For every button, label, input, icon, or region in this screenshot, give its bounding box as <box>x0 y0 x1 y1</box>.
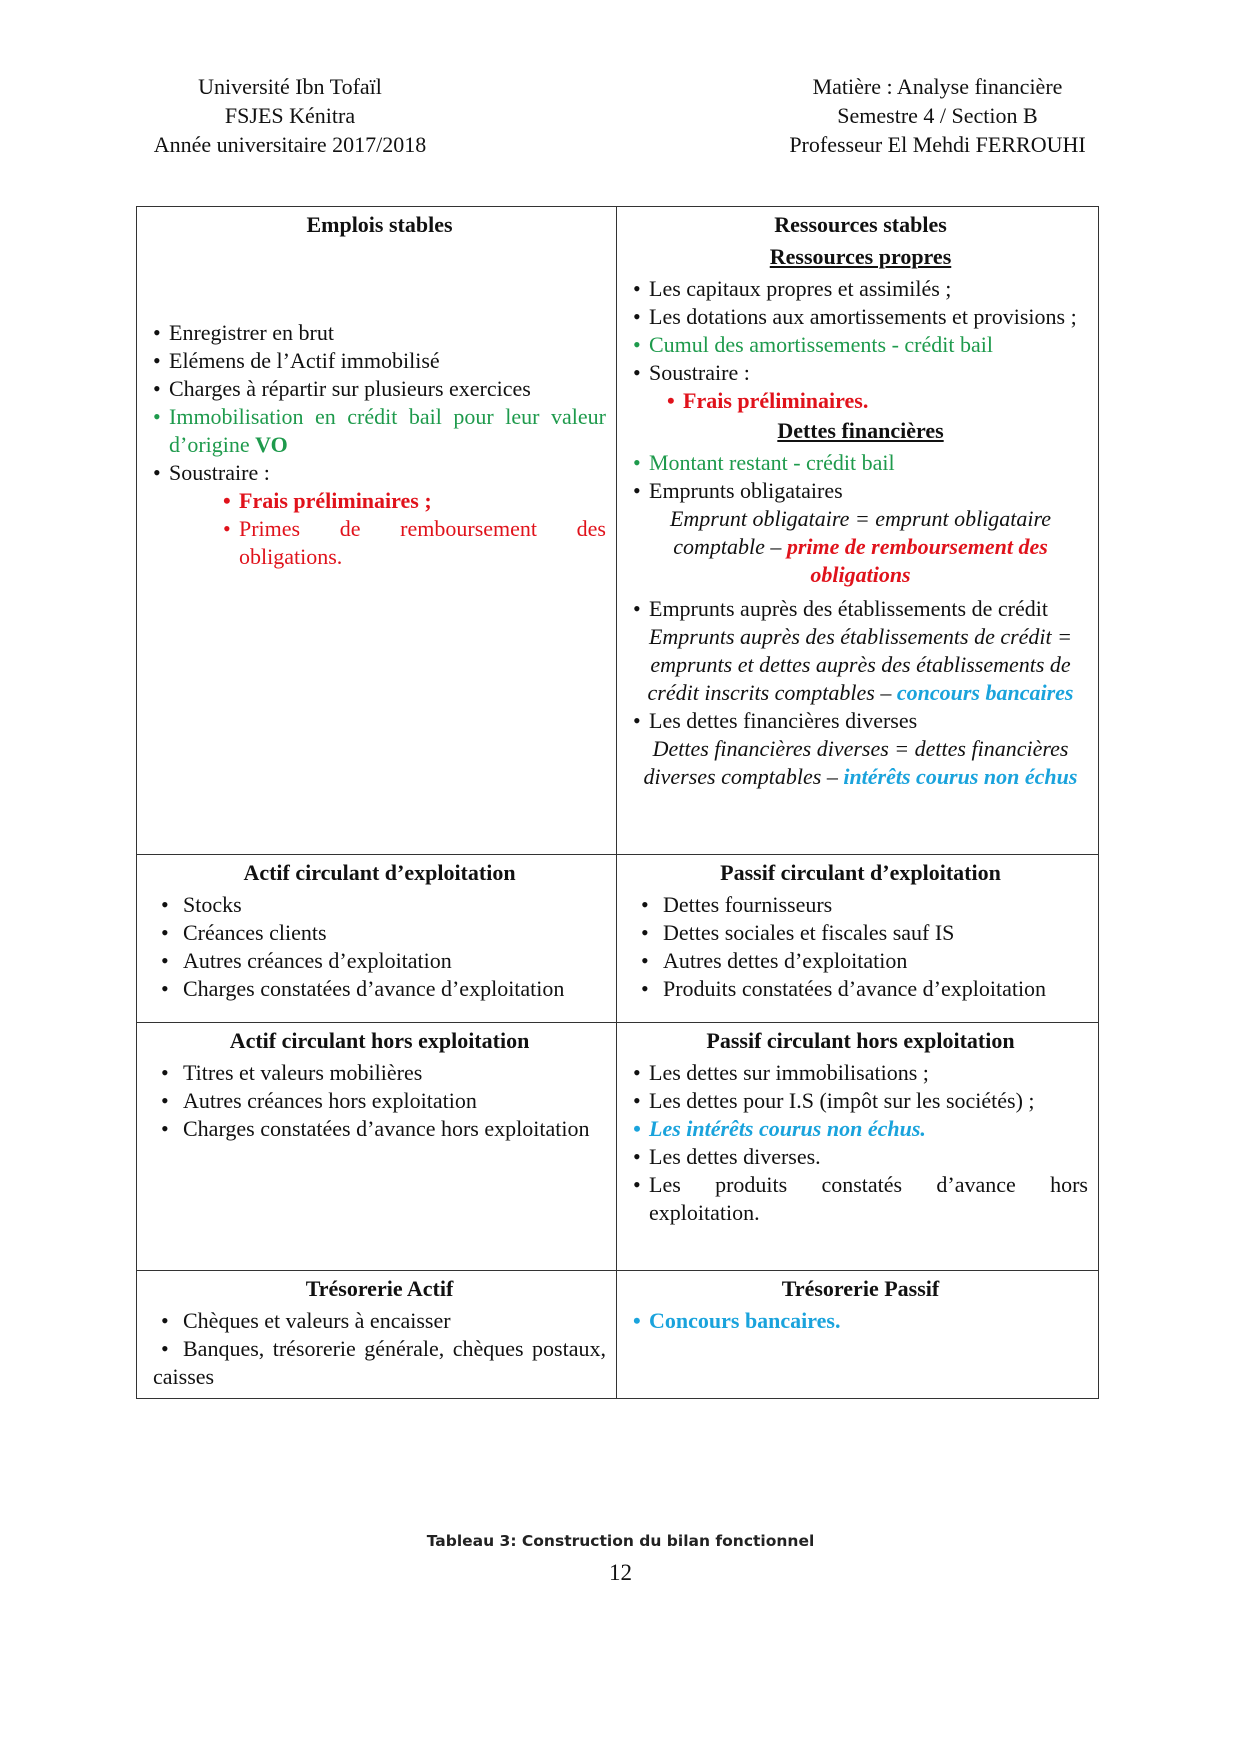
ressources-title: Ressources stables <box>774 212 947 237</box>
formula-emprunt-obligataire: Emprunt obligataire = emprunt obligataire comptable – prime de remboursement des obligations <box>669 506 1052 587</box>
list-item: • Créances clients <box>161 920 327 945</box>
formula-dettes-diverses: Dettes financières diverses = dettes financières diverses comptables – intérêts courus non échus <box>643 736 1078 789</box>
list-item: • Charges à répartir sur plusieurs exercices <box>153 375 606 403</box>
ta-title: Trésorerie Actif <box>305 1276 454 1301</box>
list-item: • Les dettes financières diverses <box>633 707 1088 735</box>
list-item: • Immobilisation en crédit bail pour leur valeur d’origine VO <box>153 403 606 459</box>
cell-actif-circulant-hors-exploitation <box>137 1023 617 1271</box>
emplois-title: Emplois stables <box>306 212 453 237</box>
list-item: • Dettes fournisseurs <box>641 892 833 917</box>
list-item: • Soustraire : <box>153 459 606 487</box>
course-subject: Matière : Analyse financière <box>812 74 1063 99</box>
cell-actif-circulant-exploitation <box>137 855 617 1023</box>
list-item: • Dettes sociales et fiscales sauf IS <box>641 920 955 945</box>
list-item: • Les dettes pour I.S (impôt sur les sociétés) ; <box>633 1087 1088 1115</box>
table-row-hors-exploitation <box>137 1023 1099 1271</box>
list-item: • Soustraire : <box>633 359 1088 387</box>
list-item: • Autres créances hors exploitation <box>161 1088 477 1113</box>
list-item: • Primes de remboursement des obligations. <box>223 515 606 571</box>
list-item: • Montant restant - crédit bail <box>633 449 1088 477</box>
ache-title: Actif circulant hors exploitation <box>229 1028 530 1053</box>
course-semester: Semestre 4 / Section B <box>837 103 1038 128</box>
list-item: • Les capitaux propres et assimilés ; <box>633 275 1088 303</box>
cell-emplois-stables <box>137 207 617 855</box>
academic-year: Année universitaire 2017/2018 <box>153 132 427 157</box>
cell-tresorerie-passif <box>617 1271 1099 1399</box>
list-item: • Les dettes sur immobilisations ; <box>633 1059 1088 1087</box>
cell-passif-circulant-exploitation <box>617 855 1099 1023</box>
table-row-stables <box>137 207 1099 855</box>
list-item: • Les dettes diverses. <box>633 1143 1088 1171</box>
list-item: • Frais préliminaires. <box>667 387 1088 415</box>
university-name: Université Ibn Tofaïl <box>198 74 382 99</box>
pce-title: Passif circulant d’exploitation <box>720 860 1001 885</box>
list-item: • Emprunts auprès des établissements de crédit <box>633 595 1088 623</box>
list-item: • Elémens de l’Actif immobilisé <box>153 347 606 375</box>
list-item: • Les intérêts courus non échus. <box>633 1115 1088 1143</box>
table-row-exploitation <box>137 855 1099 1023</box>
ressources-propres-title: Ressources propres <box>769 244 952 269</box>
formula-emprunts-credit: Emprunts auprès des établissements de crédit = emprunts et dettes auprès des établissements de crédit inscrits comptables – concours bancaires <box>647 624 1074 705</box>
list-item: • Emprunts obligataires <box>633 477 1088 505</box>
list-item: • Banques, trésorerie générale, chèques postaux, caisses <box>153 1336 606 1389</box>
table-row-tresorerie <box>137 1271 1099 1399</box>
list-item: • Produits constatées d’avance d’exploitation <box>641 976 1047 1001</box>
cell-passif-circulant-hors-exploitation <box>617 1023 1099 1271</box>
list-item: • Les dotations aux amortissements et provisions ; <box>633 303 1088 331</box>
course-professor: Professeur El Mehdi FERROUHI <box>789 132 1086 157</box>
list-item: • Les produits constatés d’avance hors exploitation. <box>633 1171 1088 1227</box>
faculty-name: FSJES Kénitra <box>224 103 356 128</box>
list-item: • Enregistrer en brut <box>153 319 606 347</box>
cell-tresorerie-actif <box>137 1271 617 1399</box>
tp-title: Trésorerie Passif <box>781 1276 940 1301</box>
cell-ressources-stables <box>617 207 1099 855</box>
page-number: 12 <box>609 1560 632 1585</box>
dettes-financieres-title: Dettes financières <box>777 418 944 443</box>
table-caption: Tableau 3: Construction du bilan fonctionnel <box>426 1532 815 1550</box>
header-institution <box>140 72 440 159</box>
list-item: • Chèques et valeurs à encaisser <box>161 1308 451 1333</box>
header-course <box>760 72 1115 159</box>
list-item: • Autres créances d’exploitation <box>161 948 452 973</box>
list-item: • Cumul des amortissements - crédit bail <box>633 331 1088 359</box>
list-item: • Charges constatées d’avance d’exploitation <box>161 976 565 1001</box>
list-item: • Frais préliminaires ; <box>223 487 606 515</box>
list-item: • Autres dettes d’exploitation <box>641 948 908 973</box>
pche-title: Passif circulant hors exploitation <box>706 1028 1015 1053</box>
list-item: • Titres et valeurs mobilières <box>161 1060 423 1085</box>
list-item: • Concours bancaires. <box>633 1307 1088 1335</box>
list-item: • Stocks <box>161 892 242 917</box>
ace-title: Actif circulant d’exploitation <box>243 860 516 885</box>
bilan-table <box>136 206 1099 1399</box>
list-item: • Charges constatées d’avance hors exploitation <box>161 1116 590 1141</box>
